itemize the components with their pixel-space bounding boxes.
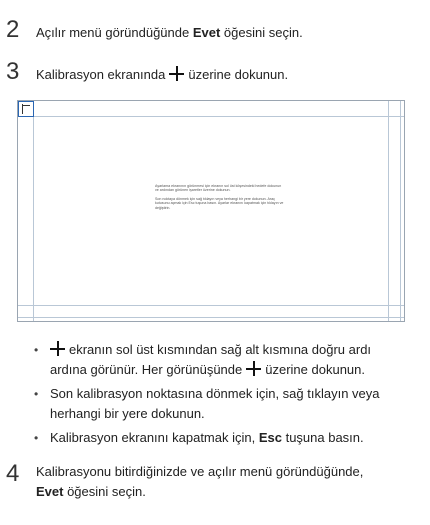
calibration-screen-image <box>17 100 405 322</box>
step-text: Kalibrasyonu bitirdiğinizde ve açılır menü göründüğünde, Evet öğesini seçin. <box>36 464 364 499</box>
bullet-icon: • <box>34 431 39 445</box>
list-item <box>34 384 410 424</box>
calibration-instructions: Son noktaya dönmek için sağ tıklayın veya herhangi bir yere dokunun. Araç kutusunu açmak için Esc tuşuna basın. Ayarlar ekranını kapatmak için tıklayın ve değiştirin. <box>155 197 284 210</box>
step-number: 4 <box>6 460 20 487</box>
calibration-instructions: Ayarlama ekranının görünmesi için ekranın sol üst köşesindeki hedefe dokunun ve ardından görünen işaretler üzerine dokunun. <box>155 184 282 193</box>
step-2 <box>0 18 303 43</box>
bullet-icon: • <box>34 343 39 357</box>
guide-line <box>18 305 404 306</box>
calibration-target-icon[interactable] <box>18 101 34 117</box>
crosshair-icon <box>169 66 184 81</box>
crosshair-icon <box>50 341 65 356</box>
guide-line <box>18 116 404 117</box>
step-text: Kalibrasyon ekranında üzerine dokunun. <box>36 67 289 82</box>
list-item <box>34 428 410 448</box>
step-number: 3 <box>6 58 20 85</box>
bullet-icon: • <box>34 387 39 401</box>
list-item <box>34 340 410 380</box>
guide-line <box>400 101 401 321</box>
list-item-text: Kalibrasyon ekranını kapatmak için, Esc tuşuna basın. <box>50 430 364 445</box>
step-number: 2 <box>6 16 20 43</box>
list-item-text: Son kalibrasyon noktasına dönmek için, sağ tıklayın veya herhangi bir yere dokunun. <box>50 386 380 421</box>
guide-line <box>388 101 389 321</box>
step-3 <box>0 60 288 85</box>
crosshair-icon <box>246 361 261 376</box>
step-4 <box>0 462 363 502</box>
step-text: Açılır menü göründüğünde Evet öğesini seçin. <box>36 25 303 40</box>
guide-line <box>33 101 34 321</box>
list-item-text: ekranın sol üst kısmından sağ alt kısmına doğru ardı ardına görünür. Her görünüşünde üzerine dokunun. <box>50 342 372 377</box>
guide-line <box>18 317 404 318</box>
